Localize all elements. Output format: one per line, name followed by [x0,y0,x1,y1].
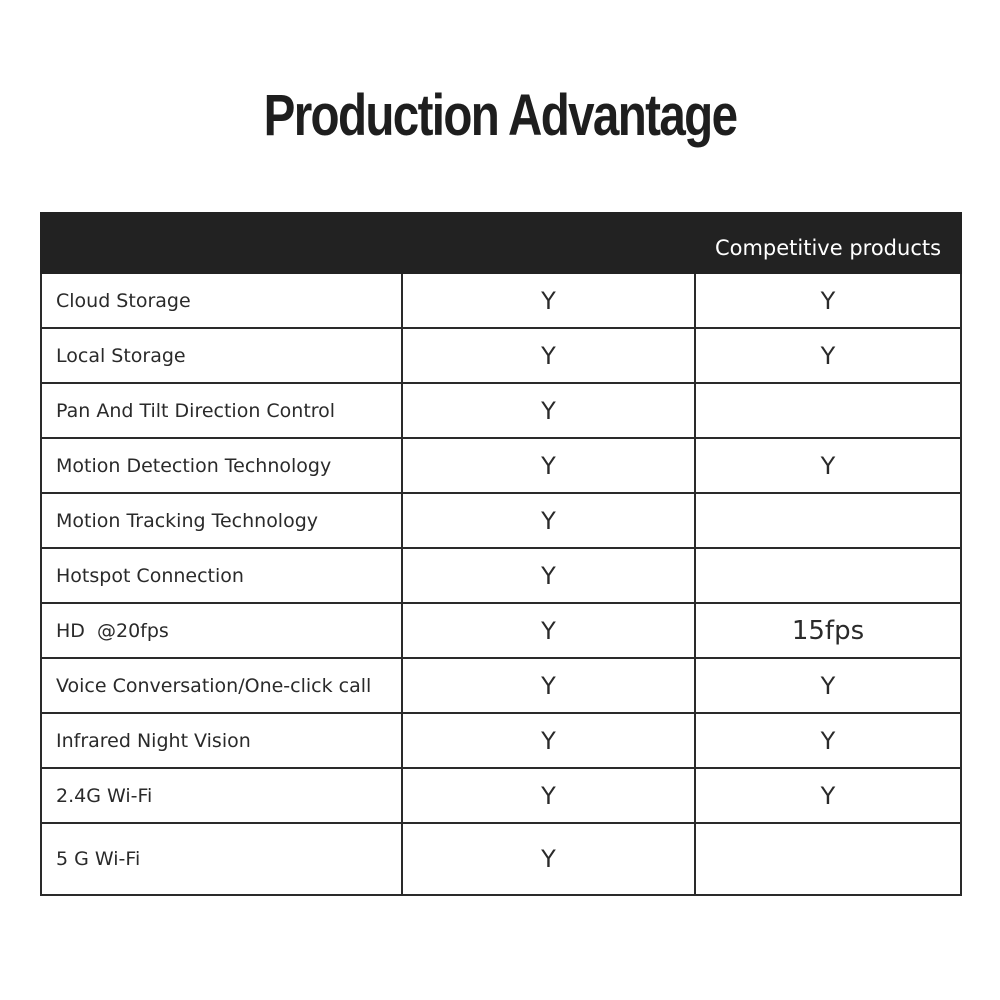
ours-cell: Y [402,603,695,658]
table-row [41,768,961,823]
table-row [41,823,961,895]
table-row [41,713,961,768]
ours-cell: Y [402,658,695,713]
competitive-cell: Y [695,768,961,823]
feature-cell: Pan And Tilt Direction Control [41,383,402,438]
ours-cell: Y [402,713,695,768]
table-row [41,328,961,383]
competitive-cell [695,823,961,895]
feature-cell: HD @20fps [41,603,402,658]
ours-cell: Y [402,493,695,548]
competitive-cell [695,383,961,438]
competitive-cell: Y [695,713,961,768]
feature-cell: 2.4G Wi-Fi [41,768,402,823]
table-row [41,548,961,603]
page-title: Production Advantage [263,83,737,148]
feature-cell: Infrared Night Vision [41,713,402,768]
comparison-table [40,212,962,896]
competitive-cell: Y [695,273,961,328]
competitive-cell: 15fps [695,603,961,658]
header-feature [41,213,402,273]
feature-cell: Motion Detection Technology [41,438,402,493]
competitive-cell [695,493,961,548]
ours-cell: Y [402,823,695,895]
feature-cell: Hotspot Connection [41,548,402,603]
competitive-cell: Y [695,438,961,493]
table-header-row [41,213,961,273]
ours-cell: Y [402,328,695,383]
table-row [41,383,961,438]
ours-cell: Y [402,273,695,328]
competitive-cell: Y [695,658,961,713]
feature-cell: Voice Conversation/One-click call [41,658,402,713]
feature-cell: Local Storage [41,328,402,383]
header-competitive: Competitive products [695,213,961,273]
feature-cell: Cloud Storage [41,273,402,328]
table-row [41,658,961,713]
ours-cell: Y [402,548,695,603]
table-row [41,493,961,548]
table-row [41,438,961,493]
feature-cell: Motion Tracking Technology [41,493,402,548]
header-ours [402,213,695,273]
ours-cell: Y [402,383,695,438]
table-row [41,603,961,658]
ours-cell: Y [402,768,695,823]
competitive-cell [695,548,961,603]
ours-cell: Y [402,438,695,493]
feature-cell: 5 G Wi-Fi [41,823,402,895]
competitive-cell: Y [695,328,961,383]
table-row [41,273,961,328]
